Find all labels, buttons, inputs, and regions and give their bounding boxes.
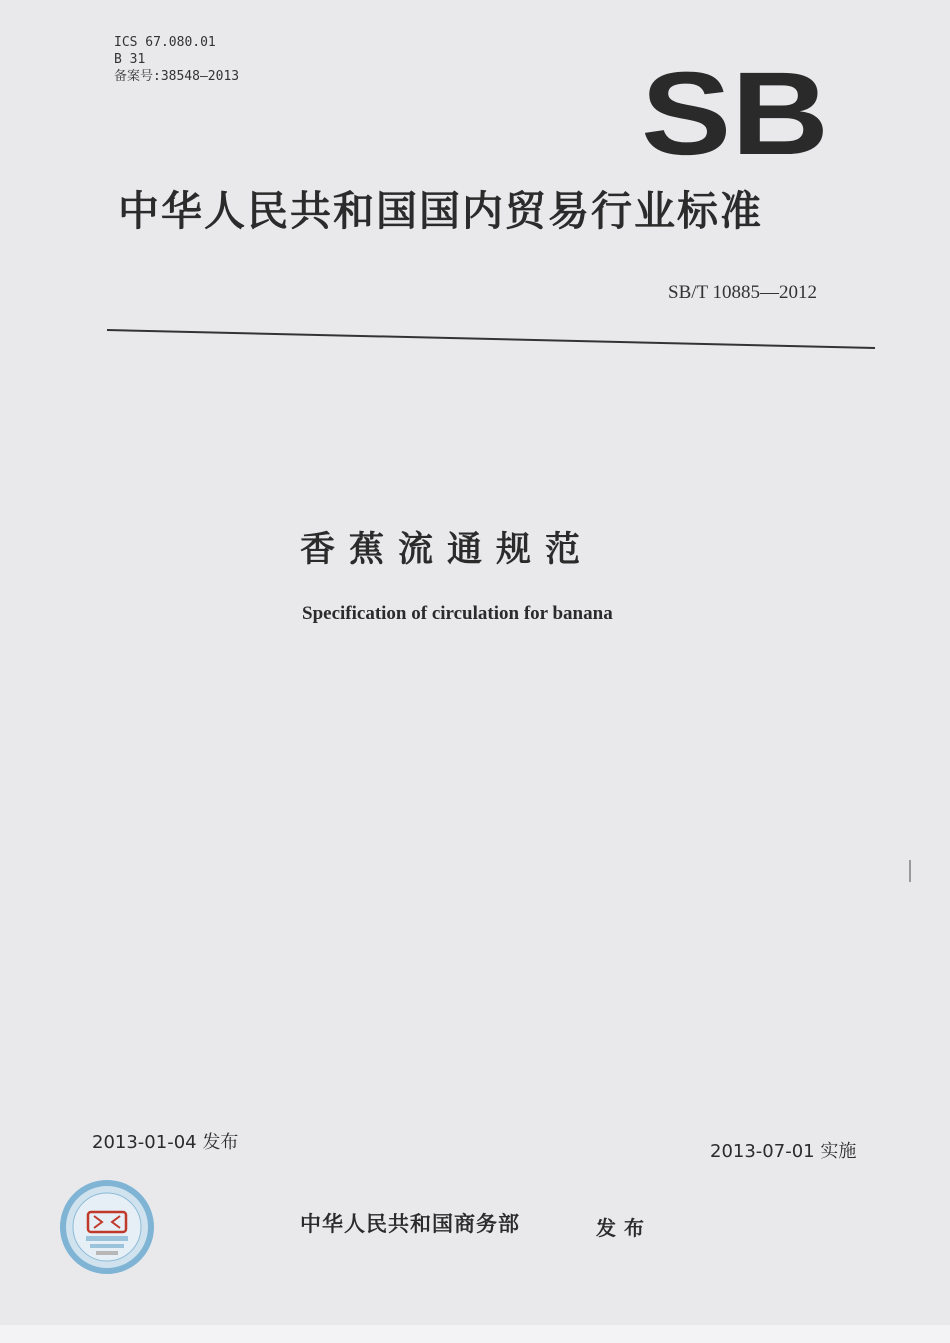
page-bottom-edge [0, 1325, 950, 1343]
document-title-en: Specification of circulation for banana [302, 603, 613, 624]
implement-date: 2013-07-01 实施 [710, 1141, 857, 1162]
anti-counterfeit-seal-icon [58, 1178, 156, 1276]
scan-mark [909, 860, 911, 882]
ccs-code: B 31 [114, 52, 146, 67]
publish-word: 发布 [596, 1216, 652, 1240]
sb-logo-text: SB [641, 60, 829, 160]
header-divider [107, 328, 875, 350]
ics-code: ICS 67.080.01 [114, 35, 216, 50]
record-number: 备案号:38548—2013 [114, 69, 240, 84]
document-title-cn: 香蕉流通规范 [300, 530, 595, 570]
classification-block [114, 34, 239, 85]
issue-date: 2013-01-04 发布 [92, 1132, 239, 1153]
publisher-name: 中华人民共和国商务部 [300, 1212, 520, 1236]
standard-number: SB/T 10885—2012 [668, 282, 818, 303]
issuer-title: 中华人民共和国国内贸易行业标准 [118, 187, 763, 235]
sb-logo [640, 60, 830, 160]
